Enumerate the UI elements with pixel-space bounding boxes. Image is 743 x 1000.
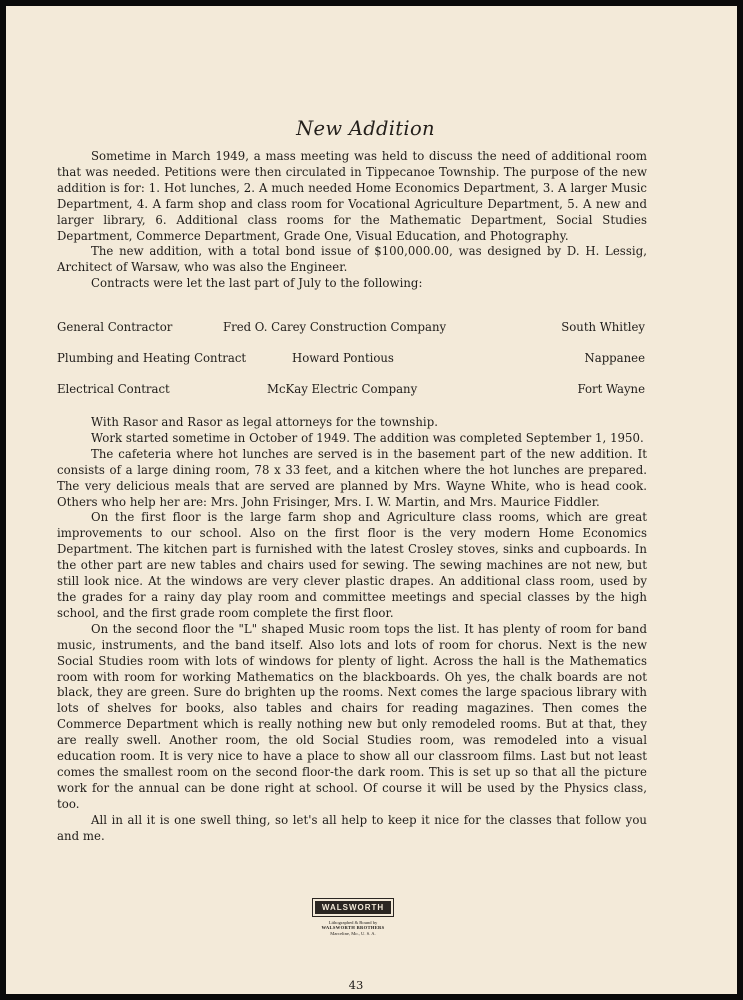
paragraph-contracts-intro: Contracts were let the last part of July to the following: [91,276,423,291]
body-text [57,415,647,844]
logo-line-company: WALSWORTH BROTHERS [321,925,385,931]
yearbook-page [6,6,737,994]
paragraph-work-dates: Work started sometime in October of 1949. The addition was completed September 1, 1950. [91,430,644,445]
contract-row [57,381,645,397]
paragraph-cafeteria: The cafeteria where hot lunches are served is in the basement part of the new addition. It consists of a large dining room, 78 x 33 feet, and a kitchen where the hot lunches are prepared. The very delicious meals that are served are planned by Mrs. Wayne White, who is head cook. Others who help her are: Mrs. John Frisinger, Mrs. I. W. Martin, and Mrs. Maurice Fiddler. [57,446,647,509]
paragraph-mass-meeting: Sometime in March 1949, a mass meeting was held to discuss the need of additional room that was needed. Petitions were then circulated in Tippecanoe Township. The purpose of the new addition is for: 1. Hot lunches, 2. A much needed Home Economics Department, 3. A larger Music Department, 4. A farm shop and class room for Vocational Agriculture Department, 5. A new and larger library, 6. Additional class rooms for the Mathematic Department, Social Studies Department, Commerce Department, Grade One, Visual Education, and Photography. [57,149,647,243]
paragraph-closing: All in all it is one swell thing, so let's all help to keep it nice for the classes that follow you and me. [57,812,647,843]
contract-location: Fort Wayne [577,382,645,396]
paragraph-attorneys: With Rasor and Rasor as legal attorneys for the township. [91,415,438,429]
walsworth-logo-box [312,898,394,917]
contract-location: Nappanee [584,351,645,365]
walsworth-logo-text: WALSWORTH [315,901,391,914]
paragraph-bond-issue: The new addition, with a total bond issue of $100,000.00, was designed by D. H. Lessig, Architect of Warsaw, who was also the Engineer. [57,244,647,275]
contract-row [57,319,645,335]
contract-row [57,350,645,366]
contract-type: Electrical Contract [57,382,170,396]
logo-line-printed-by: Lithographed & Bound by [328,920,378,925]
contract-type: Plumbing and Heating Contract [57,351,247,365]
intro-text [57,149,647,292]
printer-logo [298,895,408,936]
contract-company: McKay Electric Company [267,382,418,396]
page-number: 43 [348,978,364,992]
logo-line-city: Marceline, Mo., U. S. A. [330,930,376,936]
paragraph-first-floor: On the first floor is the large farm shop and Agriculture class rooms, which are great improvements to our school. Also on the first floor is the very modern Home Economics Department. The kitchen part is furnished with the latest Crosley stoves, sinks and cupboards. In the other part are new tables and chairs used for sewing. The sewing machines are not new, but still look nice. At the windows are very clever plastic drapes. An additional class room, used by the grades for a rainy day play room and committee meetings and special classes by the high school, and the first grade room complete the first floor. [57,510,647,620]
page-title: New Addition [296,117,435,140]
paragraph-second-floor: On the second floor the "L" shaped Music room tops the list. It has plenty of room for band music, instruments, and the band itself. Also lots and lots of room for chorus. Next is the new Social Studies room with lots of windows for plenty of light. Across the hall is the Mathematics room with room for working Mathematics on the blackboards. Oh yes, the chalk boards are not black, they are green. Sure do brighten up the rooms. Next comes the large spacious library with lots of shelves for books, also tables and chairs for reading magazines. Then comes the Commerce Department which is really nothing new but only remodeled rooms. But at that, they are really swell. Another room, the old Social Studies room, was remodeled into a visual education room. It is very nice to have a place to show all our classroom films. Last but not least comes the smallest room on the second floor-the dark room. This is set up so that all the picture work for the annual can be done right at school. Of course it will be used by the Physics class, too. [57,621,647,811]
contract-company: Howard Pontious [292,351,394,365]
contract-location: South Whitley [561,320,645,334]
contract-company: Fred O. Carey Construction Company [223,320,447,334]
contract-type: General Contractor [57,320,173,334]
